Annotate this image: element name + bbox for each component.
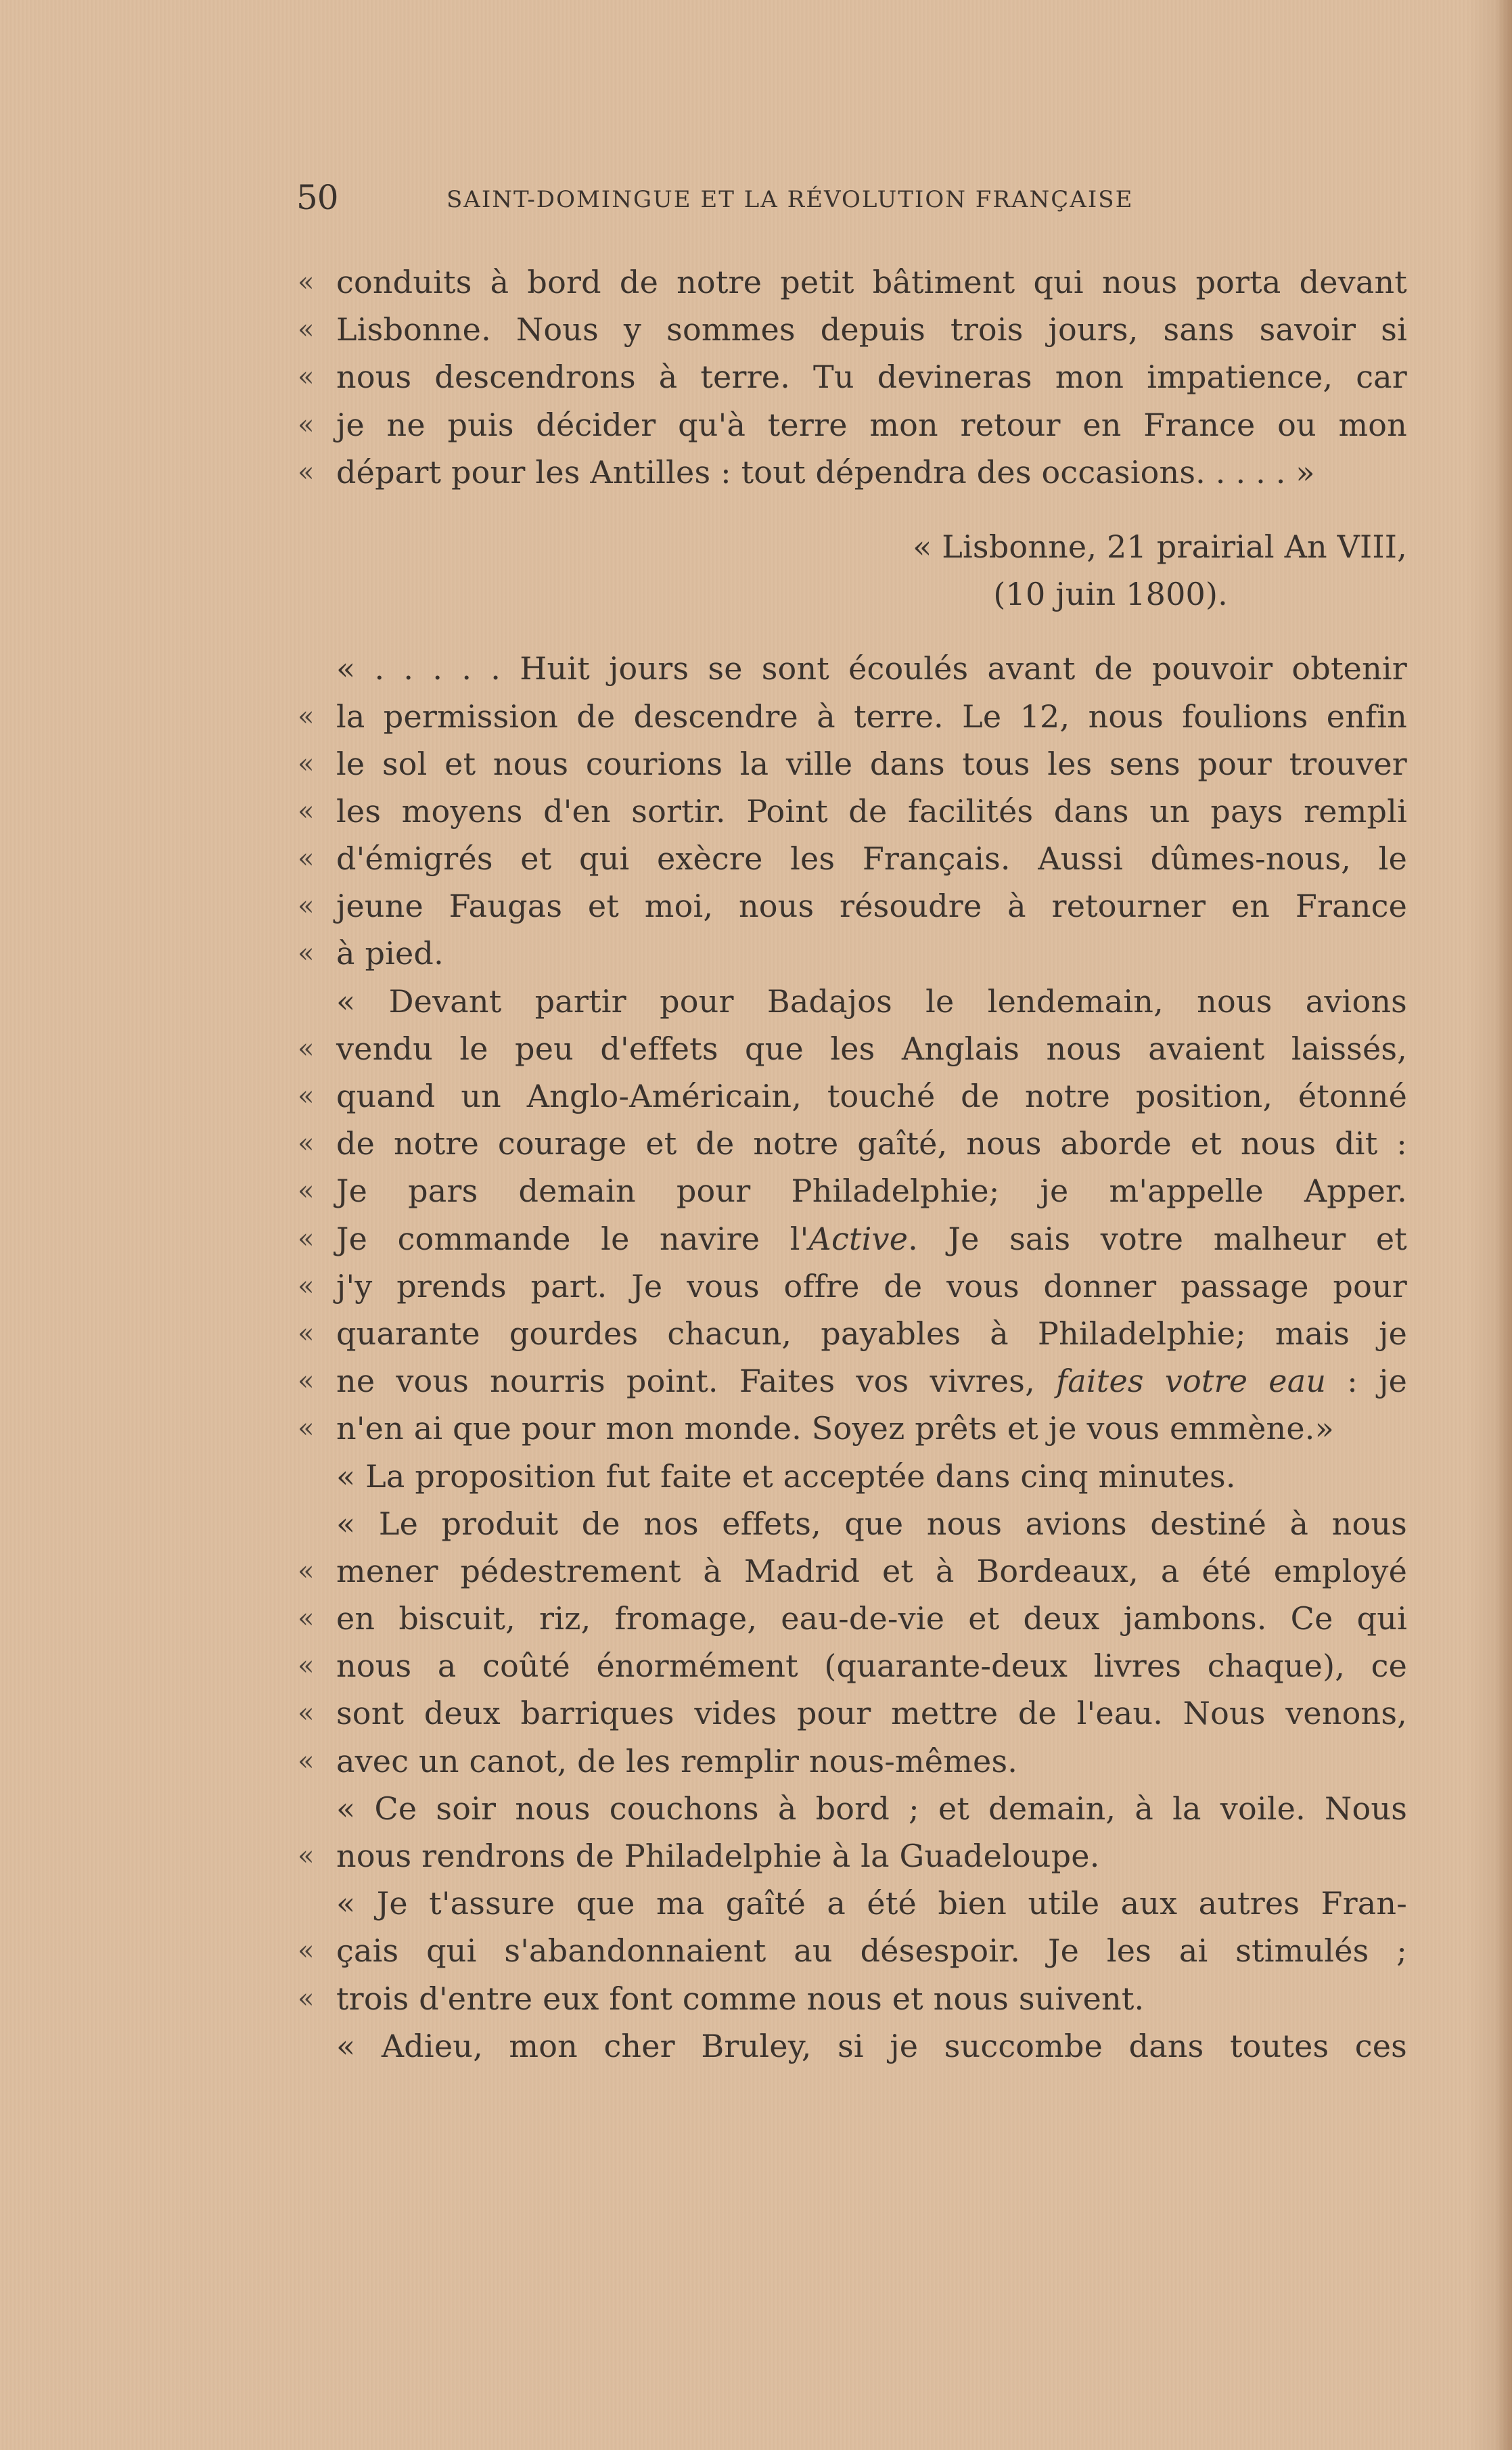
body-text: [298, 258, 1407, 2070]
text-line: « le sol et nous courions la ville dans tous les sens pour trouver: [298, 740, 1407, 788]
text-line: « les moyens d'en sortir. Point de facilités dans un pays rempli: [298, 788, 1407, 835]
text-line: « Je t'assure que ma gaîté a été bien utile aux autres Fran-: [336, 1885, 1407, 1922]
quote-mark: «: [298, 1603, 315, 1635]
quote-mark: «: [298, 267, 315, 298]
paragraph-departure: [298, 1785, 1407, 1880]
quote-mark: «: [298, 1365, 315, 1397]
paragraph-apper: [298, 978, 1407, 1453]
quote-mark: «: [298, 1745, 315, 1777]
quote-mark: «: [298, 700, 315, 732]
quote-mark: «: [298, 1555, 315, 1587]
quote-mark: «: [298, 795, 315, 827]
text-line: « çais qui s'abandonnaient au désespoir. Je les ai stimulés ;: [298, 1927, 1407, 1974]
quote-mark: «: [298, 1840, 315, 1871]
paragraph-letter-continuation: [298, 258, 1407, 496]
quote-mark: «: [298, 1698, 315, 1729]
text-line: « Adieu, mon cher Bruley, si je succombe dans toutes ces: [336, 2027, 1407, 2064]
dateline-date: (10 juin 1800).: [993, 576, 1228, 613]
text-line: « Je commande le navire l'Active. Je sais votre malheur et: [298, 1215, 1407, 1263]
dateline-place: « Lisbonne, 21 prairial An VIII,: [913, 528, 1407, 565]
text-line: « mener pédestrement à Madrid et à Bordeaux, a été employé: [298, 1547, 1407, 1595]
quote-mark: «: [298, 456, 315, 488]
text-line: « départ pour les Antilles : tout dépendra des occasions. . . . . »: [298, 449, 1407, 496]
quote-mark: «: [298, 938, 315, 970]
text-line: « Le produit de nos effets, que nous avions destiné à nous: [336, 1505, 1407, 1542]
quote-mark: «: [298, 890, 315, 922]
quote-mark: «: [298, 1317, 315, 1349]
quote-mark: «: [298, 1223, 315, 1254]
text-line: « . . . . . Huit jours se sont écoulés avant de pouvoir obtenir: [336, 650, 1407, 687]
quote-mark: «: [298, 1081, 315, 1112]
quote-mark: «: [298, 1935, 315, 1967]
text-line: « de notre courage et de notre gaîté, nous aborde et nous dit :: [298, 1120, 1407, 1167]
text-line: « d'émigrés et qui exècre les Français. Aussi dûmes-nous, le: [298, 835, 1407, 882]
text-line: « La proposition fut faite et acceptée dans cinq minutes.: [336, 1457, 1236, 1495]
paragraph-farewell: [298, 2022, 1407, 2070]
quote-mark: «: [298, 1033, 315, 1064]
text-line: « sont deux barriques vides pour mettre de l'eau. Nous venons,: [298, 1689, 1407, 1737]
quote-mark: «: [298, 1175, 315, 1207]
text-line: « Je pars demain pour Philadelphie; je m'appelle Apper.: [298, 1167, 1407, 1215]
text-line: « à pied.: [298, 930, 1407, 977]
text-line: « avec un canot, de les remplir nous-mêmes.: [298, 1738, 1407, 1785]
paragraph-proposition: [298, 1453, 1407, 1500]
page-number: 50: [296, 178, 338, 217]
emphasis-italic: faites votre eau: [1056, 1363, 1327, 1400]
paragraph-provisions: [298, 1500, 1407, 1785]
text-line: « quarante gourdes chacun, payables à Philadelphie; mais je: [298, 1310, 1407, 1357]
quote-mark: «: [298, 1128, 315, 1160]
text-line: « nous a coûté énormément (quarante-deux livres chaque), ce: [298, 1642, 1407, 1689]
quote-mark: «: [298, 314, 315, 346]
text-line: « nous descendrons à terre. Tu devineras mon impatience, car: [298, 353, 1407, 401]
text-line: « quand un Anglo-Américain, touché de notre position, étonné: [298, 1072, 1407, 1120]
running-title: SAINT-DOMINGUE ET LA RÉVOLUTION FRANÇAISE: [446, 186, 1134, 213]
running-header: [291, 177, 1407, 218]
text-line: « j'y prends part. Je vous offre de vous donner passage pour: [298, 1263, 1407, 1310]
page-edge-shadow: [1496, 0, 1512, 2450]
text-line: « jeune Faugas et moi, nous résoudre à retourner en France: [298, 882, 1407, 930]
quote-mark: «: [298, 409, 315, 440]
paragraph-gaiety: [298, 1880, 1407, 2022]
text-line: « Ce soir nous couchons à bord ; et demain, à la voile. Nous: [336, 1790, 1407, 1827]
text-line: « trois d'entre eux font comme nous et nous suivent.: [298, 1975, 1407, 2022]
quote-mark: «: [298, 361, 315, 393]
text-line: « Lisbonne. Nous y sommes depuis trois jours, sans savoir si: [298, 306, 1407, 353]
quote-mark: «: [298, 1650, 315, 1682]
text-line: « conduits à bord de notre petit bâtiment qui nous porta devant: [298, 258, 1407, 306]
text-line: « n'en ai que pour mon monde. Soyez prêts et je vous emmène.»: [298, 1405, 1407, 1452]
spacer: [298, 496, 1407, 523]
ship-name-italic: Active: [808, 1220, 909, 1257]
paragraph-lisbon: [298, 645, 1407, 977]
quote-mark: «: [298, 1982, 315, 2014]
text-line: « la permission de descendre à terre. Le 12, nous foulions enfin: [298, 693, 1407, 740]
spacer: [298, 618, 1407, 645]
quote-mark: «: [298, 843, 315, 875]
quote-mark: «: [298, 1270, 315, 1302]
dateline: [298, 523, 1407, 618]
text-line: « Devant partir pour Badajos le lendemain, nous avions: [336, 982, 1407, 1020]
text-line: « vendu le peu d'effets que les Anglais nous avaient laissés,: [298, 1025, 1407, 1072]
text-line: « je ne puis décider qu'à terre mon retour en France ou mon: [298, 401, 1407, 449]
quote-mark: «: [298, 748, 315, 779]
text-line: « ne vous nourris point. Faites vos vivres, faites votre eau : je: [298, 1357, 1407, 1405]
text-line: « nous rendrons de Philadelphie à la Guadeloupe.: [298, 1832, 1407, 1880]
text-line: « en biscuit, riz, fromage, eau-de-vie et deux jambons. Ce qui: [298, 1595, 1407, 1642]
quote-mark: «: [298, 1413, 315, 1445]
